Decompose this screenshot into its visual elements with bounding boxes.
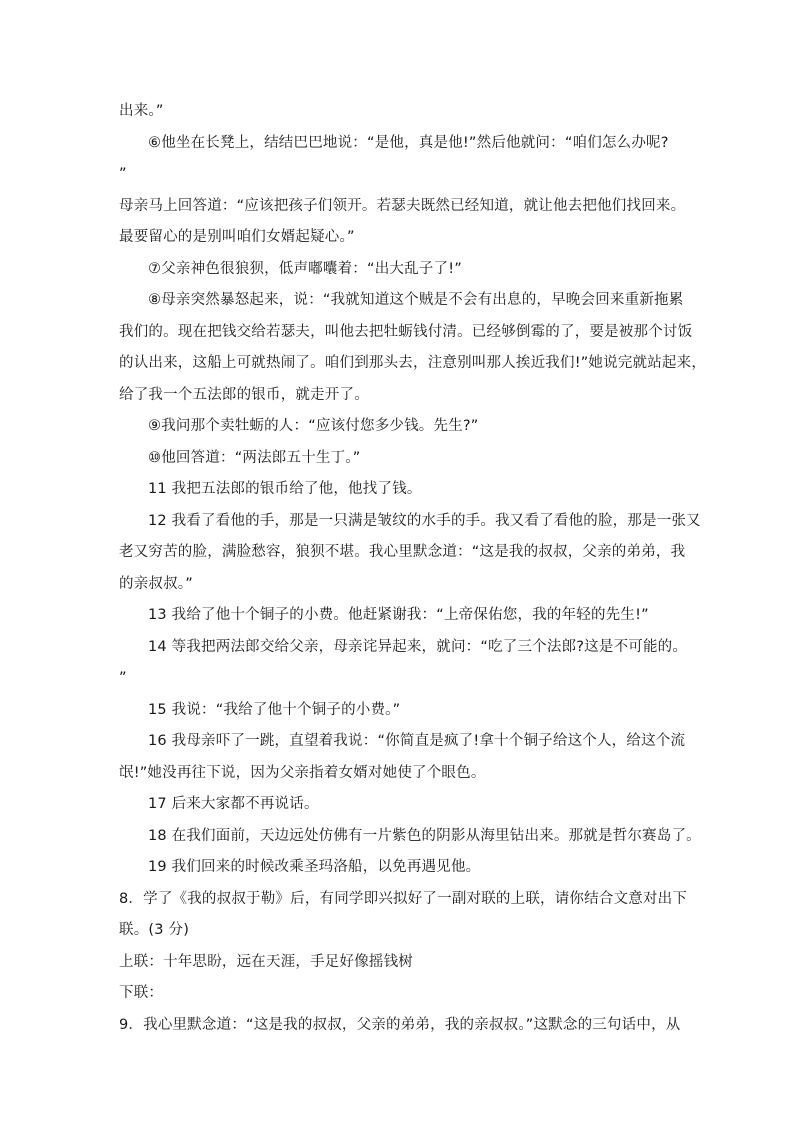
text-line: ”	[119, 670, 127, 686]
text-line: 母亲马上回答道：“应该把孩子们领开。若瑟夫既然已经知道，就让他去把他们找回来。	[119, 198, 686, 214]
couplet-first-line: 上联：十年思盼，远在天涯，手足好像摇钱树	[119, 954, 413, 970]
text-line: 联。(3 分)	[119, 922, 190, 938]
paragraph-13: 13 我给了他十个铜子的小费。他赶紧谢我：“上帝保佑您，我的年轻的先生!”	[148, 607, 649, 623]
text-line: 出来。”	[119, 103, 164, 119]
text-line: 我们的。现在把钱交给若瑟夫，叫他去把牡蛎钱付清。已经够倒霉的了，要是被那个讨饭	[119, 324, 693, 340]
paragraph-9: ⑨我问那个卖牡蛎的人：“应该付您多少钱。先生?”	[148, 418, 479, 434]
paragraph-14: 14 等我把两法郎交给父亲，母亲诧异起来，就问：“吃了三个法郎?这是不可能的。	[148, 639, 688, 655]
text-line: 氓!”她没再往下说，因为父亲指着女婿对她使了个眼色。	[119, 765, 486, 781]
paragraph-8: ⑧母亲突然暴怒起来，说：“我就知道这个贼是不会有出息的，早晚会回来重新拖累	[148, 292, 684, 308]
paragraph-11: 11 我把五法郎的银币给了他，他找了钱。	[148, 481, 422, 497]
paragraph-18: 18 在我们面前，天边远处仿佛有一片紫色的阴影从海里钻出来。那就是哲尔赛岛了。	[148, 828, 701, 844]
question-8: 8．学了《我的叔叔于勒》后，有同学即兴拟好了一副对联的上联，请你结合文意对出下	[119, 891, 688, 907]
paragraph-7: ⑦父亲神色很狼狈，低声嘟囔着：“出大乱子了!”	[148, 261, 462, 277]
text-line: 的认出来，这船上可就热闹了。咱们到那头去，注意别叫那人挨近我们!”她说完就站起来，	[119, 355, 707, 371]
text-line: 老又穷苦的脸，满脸愁容，狼狈不堪。我心里默念道：“这是我的叔叔，父亲的弟弟，我	[119, 544, 686, 560]
text-line: 的亲叔叔。”	[119, 576, 193, 592]
text-line: ”	[119, 166, 127, 182]
couplet-second-line-label: 下联：	[119, 985, 164, 1001]
question-9: 9．我心里默念道：“这是我的叔叔，父亲的弟弟，我的亲叔叔。”这默念的三句话中，从	[119, 1017, 681, 1033]
paragraph-19: 19 我们回来的时候改乘圣玛洛船，以免再遇见他。	[148, 859, 481, 875]
paragraph-12: 12 我看了看他的手，那是一只满是皱纹的水手的手。我又看了看他的脸，那是一张又	[148, 513, 701, 529]
paragraph-10: ⑩他回答道：“两法郎五十生丁。”	[148, 450, 361, 466]
text-line: 给了我一个五法郎的银币，就走开了。	[119, 387, 369, 403]
paragraph-15: 15 我说：“我给了他十个铜子的小费。”	[148, 702, 401, 718]
paragraph-17: 17 后来大家都不再说话。	[148, 796, 319, 812]
paragraph-16: 16 我母亲吓了一跳，直望着我说：“你简直是疯了!拿十个铜子给这个人，给这个流	[148, 733, 686, 749]
text-line: 最要留心的是别叫咱们女婿起疑心。”	[119, 229, 355, 245]
paragraph-6: ⑥他坐在长凳上，结结巴巴地说：“是他，真是他!”然后他就问：“咱们怎么办呢?	[148, 135, 669, 151]
